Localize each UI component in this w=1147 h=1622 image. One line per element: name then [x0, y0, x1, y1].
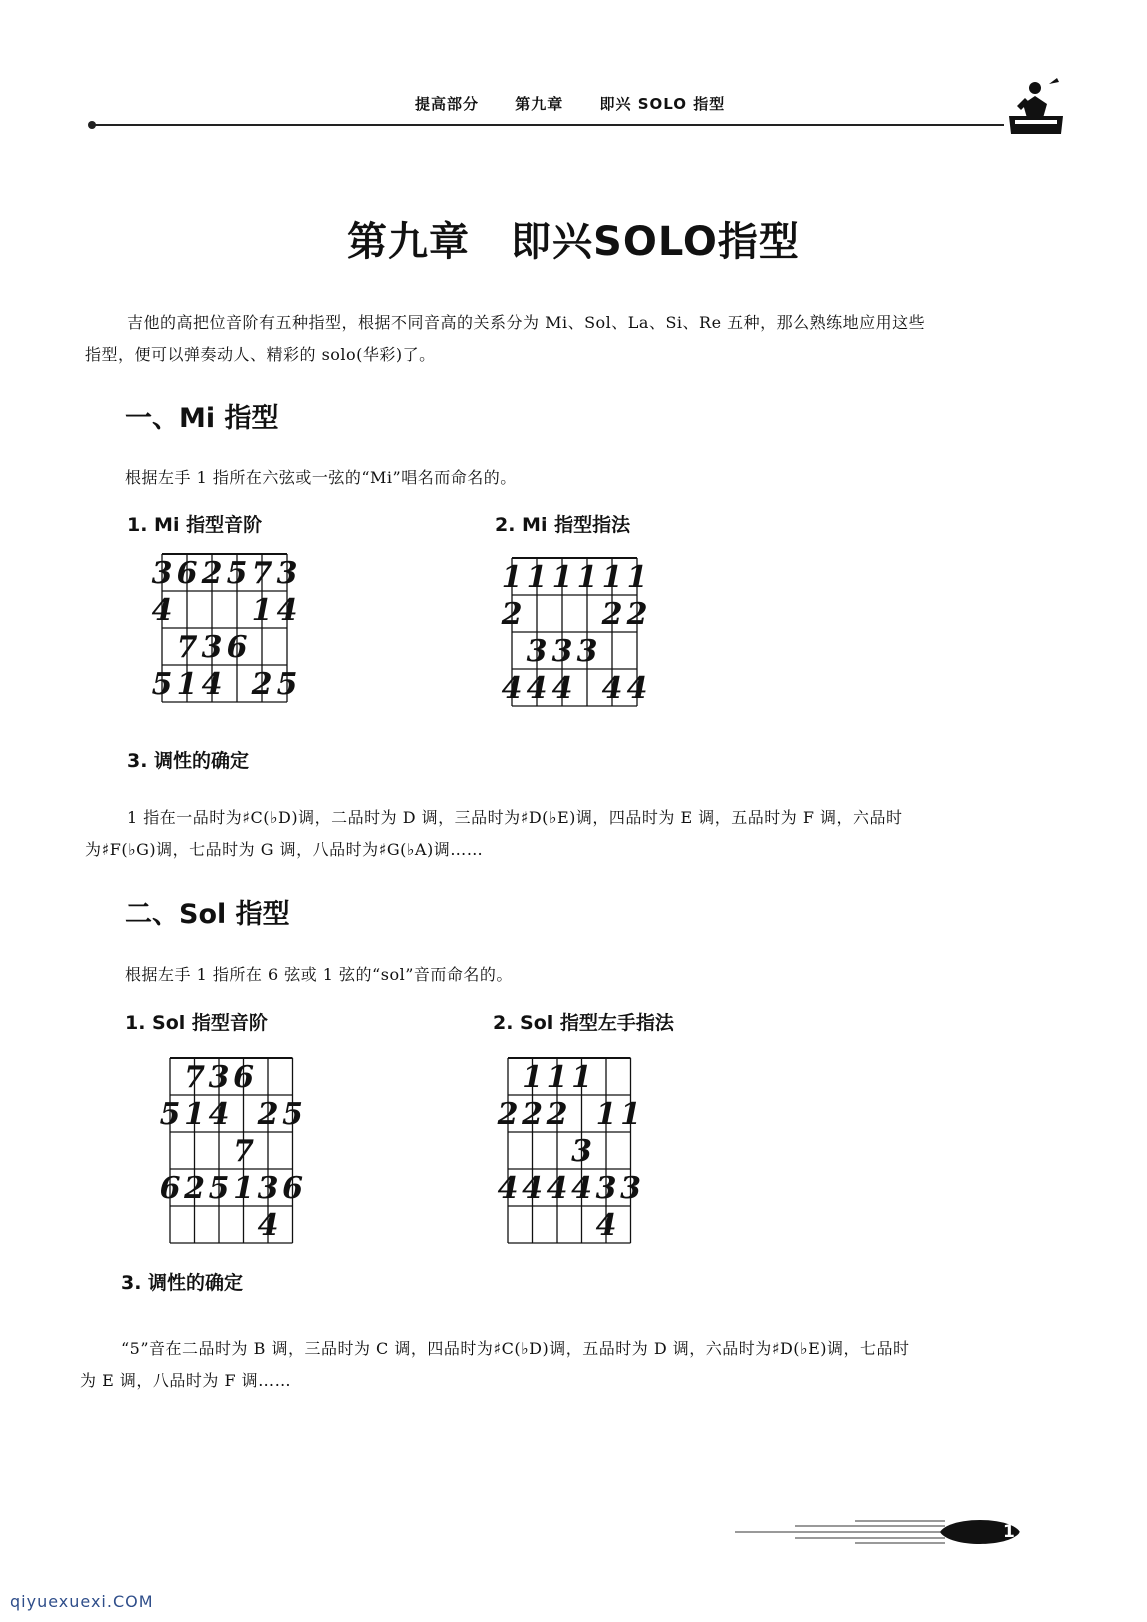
- sol-key-line-1: “5”音在二品时为 B 调，三品时为 C 调，四品时为♯C(♭D)调，五品时为 D 调，六品时为♯D(♭E)调，七品时: [121, 1339, 910, 1358]
- fret-number: 1: [233, 1170, 254, 1206]
- fret-number: 1: [626, 559, 648, 595]
- fret-number: 7: [233, 1133, 254, 1169]
- fret-number: 3: [571, 1133, 592, 1169]
- fret-number: 5: [208, 1170, 230, 1206]
- fret-number: 2: [201, 555, 223, 591]
- fret-number: 5: [276, 666, 298, 702]
- subheading-sol-fingering: 2. Sol 指型左手指法: [493, 1012, 674, 1034]
- fret-number: 4: [501, 670, 523, 706]
- fret-number: 2: [257, 1096, 279, 1132]
- fret-number: 4: [522, 1170, 543, 1206]
- fret-number: 1: [176, 666, 198, 702]
- guitar-player-logo-icon: [1003, 76, 1069, 138]
- section-desc-mi: 根据左手 1 指所在六弦或一弦的“Mi”唱名而命名的。: [125, 468, 517, 487]
- mi-fingering-fretboard-diagram: [500, 552, 650, 714]
- subheading-sol-key: 3. 调性的确定: [121, 1272, 244, 1294]
- mi-key-line-1: 1 指在一品时为♯C(♭D)调，二品时为 D 调，三品时为♯D(♭E)调，四品时为 E 调，五品时为 F 调，六品时: [127, 808, 903, 827]
- fret-number: 3: [257, 1170, 279, 1206]
- fret-number: 3: [576, 633, 598, 669]
- fret-number: 4: [201, 666, 223, 702]
- fret-number: 1: [620, 1096, 641, 1132]
- fret-number: 3: [208, 1059, 230, 1095]
- section-desc-sol: 根据左手 1 指所在 6 弦或 1 弦的“sol”音而命名的。: [125, 965, 513, 984]
- fret-number: 2: [501, 596, 523, 632]
- fret-number: 7: [251, 555, 273, 591]
- subheading-mi-fingering: 2. Mi 指型指法: [495, 514, 631, 536]
- fret-number: 4: [257, 1207, 279, 1243]
- subheading-mi-scale: 1. Mi 指型音阶: [127, 514, 263, 536]
- page-number: 17: [1003, 1522, 1027, 1542]
- fret-number: 4: [595, 1207, 617, 1243]
- mi-scale-fretboard-diagram: [150, 548, 300, 710]
- page-number-ornament: [735, 1512, 1035, 1552]
- fret-number: 2: [497, 1096, 519, 1132]
- fret-number: 3: [201, 629, 223, 665]
- fret-number: 6: [176, 555, 198, 591]
- fret-number: 4: [151, 592, 173, 628]
- fret-number: 3: [276, 555, 298, 591]
- fret-number: 1: [576, 559, 598, 595]
- fret-number: 6: [159, 1170, 181, 1206]
- fret-number: 2: [626, 596, 648, 632]
- sol-key-line-2: 为 E 调，八品时为 F 调……: [80, 1371, 292, 1390]
- header-chapter: 第九章: [515, 95, 564, 113]
- fret-number: 1: [526, 559, 548, 595]
- mi-key-line-2: 为♯F(♭G)调，七品时为 G 调，八品时为♯G(♭A)调……: [85, 840, 484, 859]
- fret-number: 4: [626, 670, 648, 706]
- fret-number: 3: [551, 633, 573, 669]
- fret-number: 4: [571, 1170, 592, 1206]
- fret-number: 2: [546, 1096, 568, 1132]
- section-heading-sol: 二、Sol 指型: [125, 899, 290, 930]
- fret-number: 4: [551, 670, 573, 706]
- site-watermark: qiyuexuexi.COM: [10, 1592, 154, 1611]
- header-part: 提高部分: [415, 95, 480, 113]
- intro-line-2: 指型，便可以弹奏动人、精彩的 solo(华彩)了。: [85, 345, 436, 364]
- fret-number: 2: [522, 1096, 543, 1132]
- header-rule: [92, 124, 1004, 126]
- fret-number: 4: [546, 1170, 568, 1206]
- fret-number: 1: [546, 1059, 568, 1095]
- fret-number: 7: [184, 1059, 205, 1095]
- fret-number: 1: [251, 592, 273, 628]
- fret-number: 1: [595, 1096, 617, 1132]
- fret-number: 5: [226, 555, 248, 591]
- fret-number: 6: [233, 1059, 254, 1095]
- fret-number: 4: [276, 592, 298, 628]
- fret-number: 1: [601, 559, 623, 595]
- fret-number: 2: [184, 1170, 205, 1206]
- section-heading-mi: 一、Mi 指型: [125, 403, 279, 434]
- fret-number: 4: [208, 1096, 230, 1132]
- fret-number: 1: [501, 559, 523, 595]
- fret-number: 6: [282, 1170, 303, 1206]
- chapter-title: 第九章 即兴SOLO指型: [347, 219, 800, 265]
- fret-number: 3: [151, 555, 173, 591]
- fret-number: 4: [497, 1170, 519, 1206]
- fret-number: 5: [282, 1096, 303, 1132]
- fret-number: 7: [176, 629, 198, 665]
- fret-number: 5: [159, 1096, 181, 1132]
- fret-number: 4: [526, 670, 548, 706]
- fret-number: 6: [226, 629, 248, 665]
- subheading-mi-key: 3. 调性的确定: [127, 750, 250, 772]
- fret-number: 4: [601, 670, 623, 706]
- header-section: 即兴 SOLO 指型: [599, 95, 726, 113]
- intro-line-1: 吉他的高把位音阶有五种指型，根据不同音高的关系分为 Mi、Sol、La、Si、Re 五种，那么熟练地应用这些: [127, 313, 926, 332]
- fret-number: 1: [571, 1059, 592, 1095]
- fret-number: 3: [595, 1170, 617, 1206]
- sol-fingering-fretboard-diagram: [496, 1052, 646, 1252]
- fret-number: 2: [601, 596, 623, 632]
- subheading-sol-scale: 1. Sol 指型音阶: [125, 1012, 268, 1034]
- fret-number: 2: [251, 666, 273, 702]
- fret-number: 3: [620, 1170, 641, 1206]
- sol-scale-fretboard-diagram: [158, 1052, 308, 1252]
- fret-number: 1: [551, 559, 573, 595]
- running-header: [415, 93, 755, 114]
- fret-number: 3: [526, 633, 548, 669]
- fret-number: 5: [151, 666, 173, 702]
- fret-number: 1: [184, 1096, 205, 1132]
- fret-number: 1: [522, 1059, 543, 1095]
